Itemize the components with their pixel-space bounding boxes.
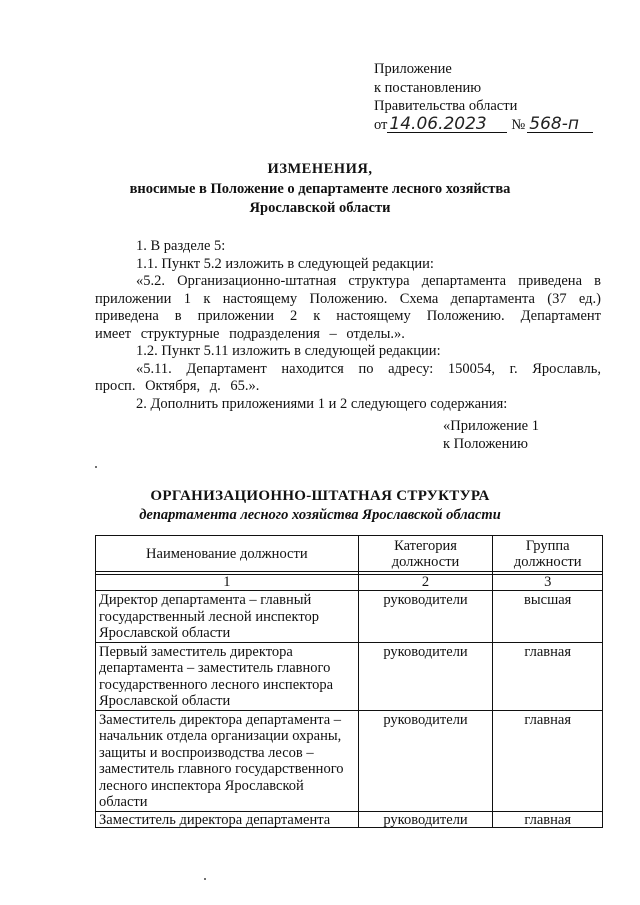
position-group: главная [493, 710, 603, 811]
table-row [96, 591, 603, 643]
table-header-row [96, 536, 603, 572]
position-group: главная [493, 642, 603, 710]
position-name: Заместитель директора департамента – начальник отдела организации охраны, защиты и воспроизводства лесов – заместитель главного государственного лесного инспектора Ярославской области [96, 710, 359, 811]
handwritten-date: 14.06.2023 [387, 117, 507, 133]
header-line-2: к постановлению [374, 79, 482, 96]
header-group: Группа должности [493, 536, 603, 572]
structure-title-line-2: департамента лесного хозяйства Ярославской области [139, 507, 501, 523]
handwritten-number: 568-п [527, 117, 593, 133]
appendix-1-line-1: «Приложение 1 [443, 418, 539, 434]
col-number-3: 3 [493, 575, 603, 591]
col-number-2: 2 [358, 575, 493, 591]
structure-title [40, 487, 600, 525]
header-line-1: Приложение [374, 61, 452, 77]
paragraph-2: 1.1. Пункт 5.2 изложить в следующей редакции: [136, 255, 434, 272]
body-text [95, 238, 601, 413]
position-category: руководители [358, 710, 493, 811]
header-category: Категория должности [358, 536, 493, 572]
position-name: Директор департамента – главный государственный лесной инспектор Ярославской области [96, 591, 359, 643]
header-date-row [374, 113, 593, 135]
paragraph-5: «5.11. Департамент находится по адресу: 150054, г. Ярославль, просп. Октября, д. 65.». [95, 360, 601, 394]
table-row [96, 710, 603, 811]
paragraph-1: 1. В разделе 5: [136, 238, 226, 254]
position-category: руководители [358, 642, 493, 710]
scan-speck [95, 466, 97, 468]
position-category: руководители [358, 811, 493, 827]
scan-speck [204, 878, 206, 880]
document-title [40, 160, 600, 218]
position-name: Первый заместитель директора департамента – заместитель главного государственного лесного инспектора Ярославской области [96, 642, 359, 710]
position-group: главная [493, 811, 603, 827]
number-sign: № [511, 116, 526, 133]
appendix-1-line-2: к Положению [443, 435, 528, 452]
paragraph-3: «5.2. Организационно-штатная структура департамента приведена в приложении 1 к настоящему Положению. Схема департамента (37 ед.) приведена в приложении 2 к настоящему Положению. Департамент имеет структурные подразделения – отделы.». [95, 273, 601, 342]
table-row [96, 642, 603, 710]
col-number-1: 1 [96, 575, 359, 591]
position-group: высшая [493, 591, 603, 643]
table-row [96, 811, 603, 827]
table-number-row [96, 575, 603, 591]
title-line-2: вносимые в Положение о департаменте лесного хозяйства [129, 181, 511, 197]
position-category: руководители [358, 591, 493, 643]
paragraph-4: 1.2. Пункт 5.11 изложить в следующей редакции: [136, 343, 441, 359]
structure-title-line-1: ОРГАНИЗАЦИОННО-ШТАТНАЯ СТРУКТУРА [150, 488, 490, 504]
paragraph-6: 2. Дополнить приложениями 1 и 2 следующего содержания: [136, 395, 508, 412]
position-name: Заместитель директора департамента [96, 811, 359, 827]
date-prefix: от [374, 116, 388, 133]
staff-structure-table [95, 535, 603, 828]
title-line-1: ИЗМЕНЕНИЯ, [267, 161, 373, 177]
title-line-3: Ярославской области [249, 200, 391, 216]
header-name: Наименование должности [96, 536, 359, 572]
appendix-1-caption [443, 418, 539, 453]
appendix-header [374, 60, 593, 134]
header-line-3: Правительства области [374, 98, 518, 114]
